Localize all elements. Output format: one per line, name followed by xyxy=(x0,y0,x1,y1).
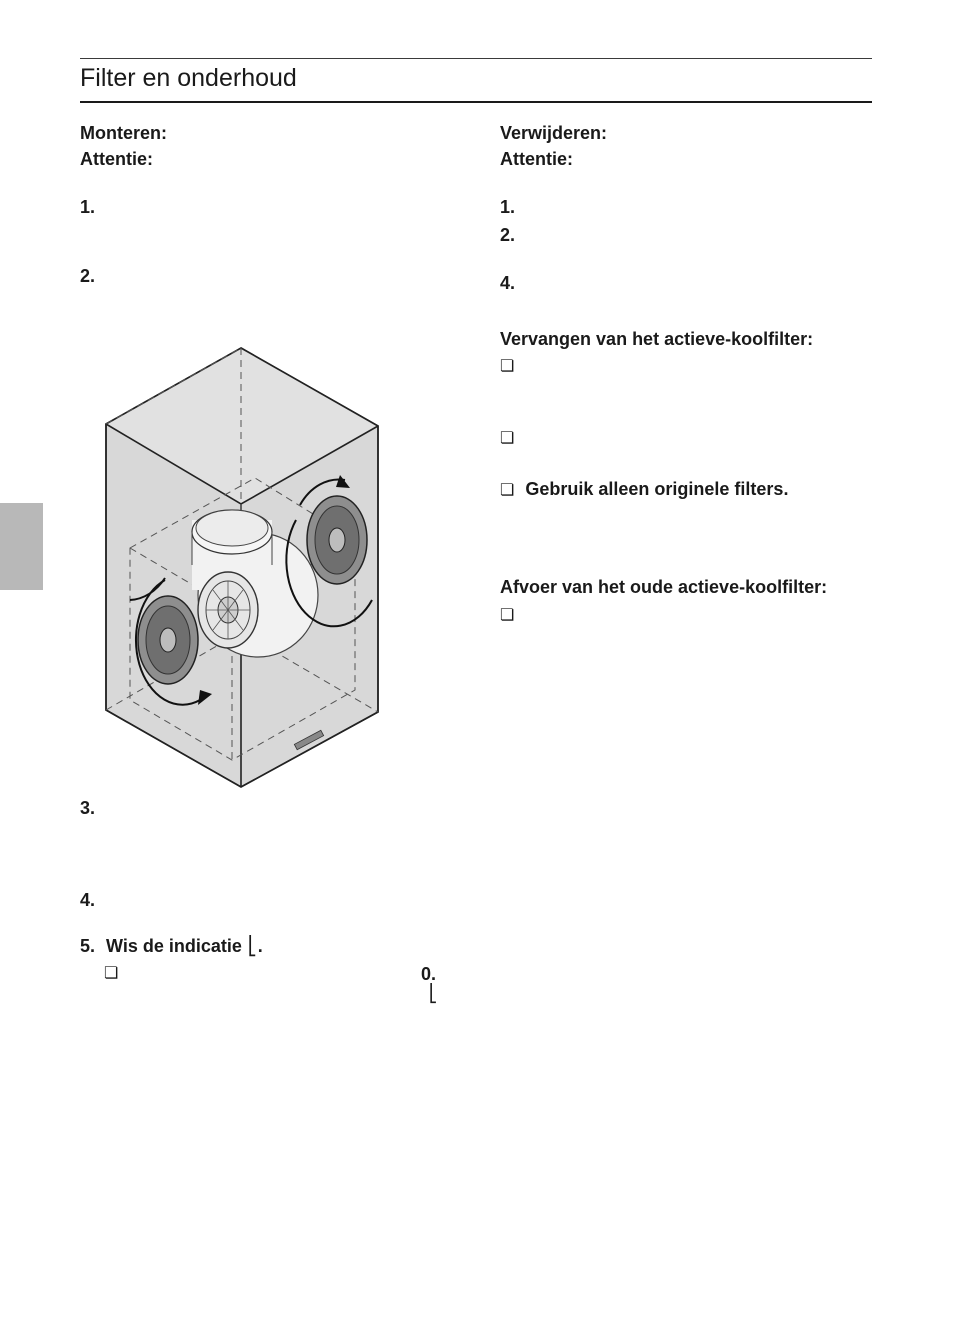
vervangen-heading: Vervangen van het actieve-koolfilter: xyxy=(500,329,814,349)
monteren-step-4: 4. xyxy=(80,890,96,910)
vervangen-bullet-3: ❏ xyxy=(500,482,515,499)
verwijderen-step-4: 4. xyxy=(500,273,516,293)
step-5-display-symbol: ⎣ xyxy=(428,984,439,1004)
vervangen-item-3 xyxy=(500,478,788,502)
chapter-tab-marker xyxy=(0,503,43,590)
verwijderen-step-1: 1. xyxy=(500,197,516,217)
step-5-text: Wis de indicatie xyxy=(106,936,242,956)
afvoer-bullet-1: ❏ xyxy=(500,607,515,624)
verwijderen-heading: Verwijderen: xyxy=(500,123,608,143)
vervangen-bullet-2: ❏ xyxy=(500,430,515,447)
monteren-heading: Monteren: xyxy=(80,123,167,143)
header-rule-bottom xyxy=(80,101,872,103)
step-5-number: 5. xyxy=(80,936,96,956)
page-title: Filter en onderhoud xyxy=(80,64,297,92)
monteren-step-3: 3. xyxy=(80,798,96,818)
step-5-display-value: 0. xyxy=(421,964,437,984)
vervangen-bullet-1: ❏ xyxy=(500,358,515,375)
gebruik-originele-filters-text: Gebruik alleen originele filters. xyxy=(525,479,789,499)
monteren-attentie: Attentie: xyxy=(80,149,153,169)
step-5-period: . xyxy=(257,936,263,956)
step-5-checkbox-bullet: ❏ xyxy=(104,965,119,982)
verwijderen-attentie: Attentie: xyxy=(500,149,573,169)
verwijderen-step-2: 2. xyxy=(500,225,516,245)
hood-filter-installation-diagram xyxy=(100,340,400,795)
afvoer-heading: Afvoer van het oude actieve-koolfilter: xyxy=(500,577,828,597)
monteren-step-5 xyxy=(80,935,263,958)
monteren-step-2: 2. xyxy=(80,266,96,286)
filter-indicator-symbol: ⎣ xyxy=(246,936,258,957)
header-rule-top xyxy=(80,58,872,59)
monteren-step-1: 1. xyxy=(80,197,96,217)
